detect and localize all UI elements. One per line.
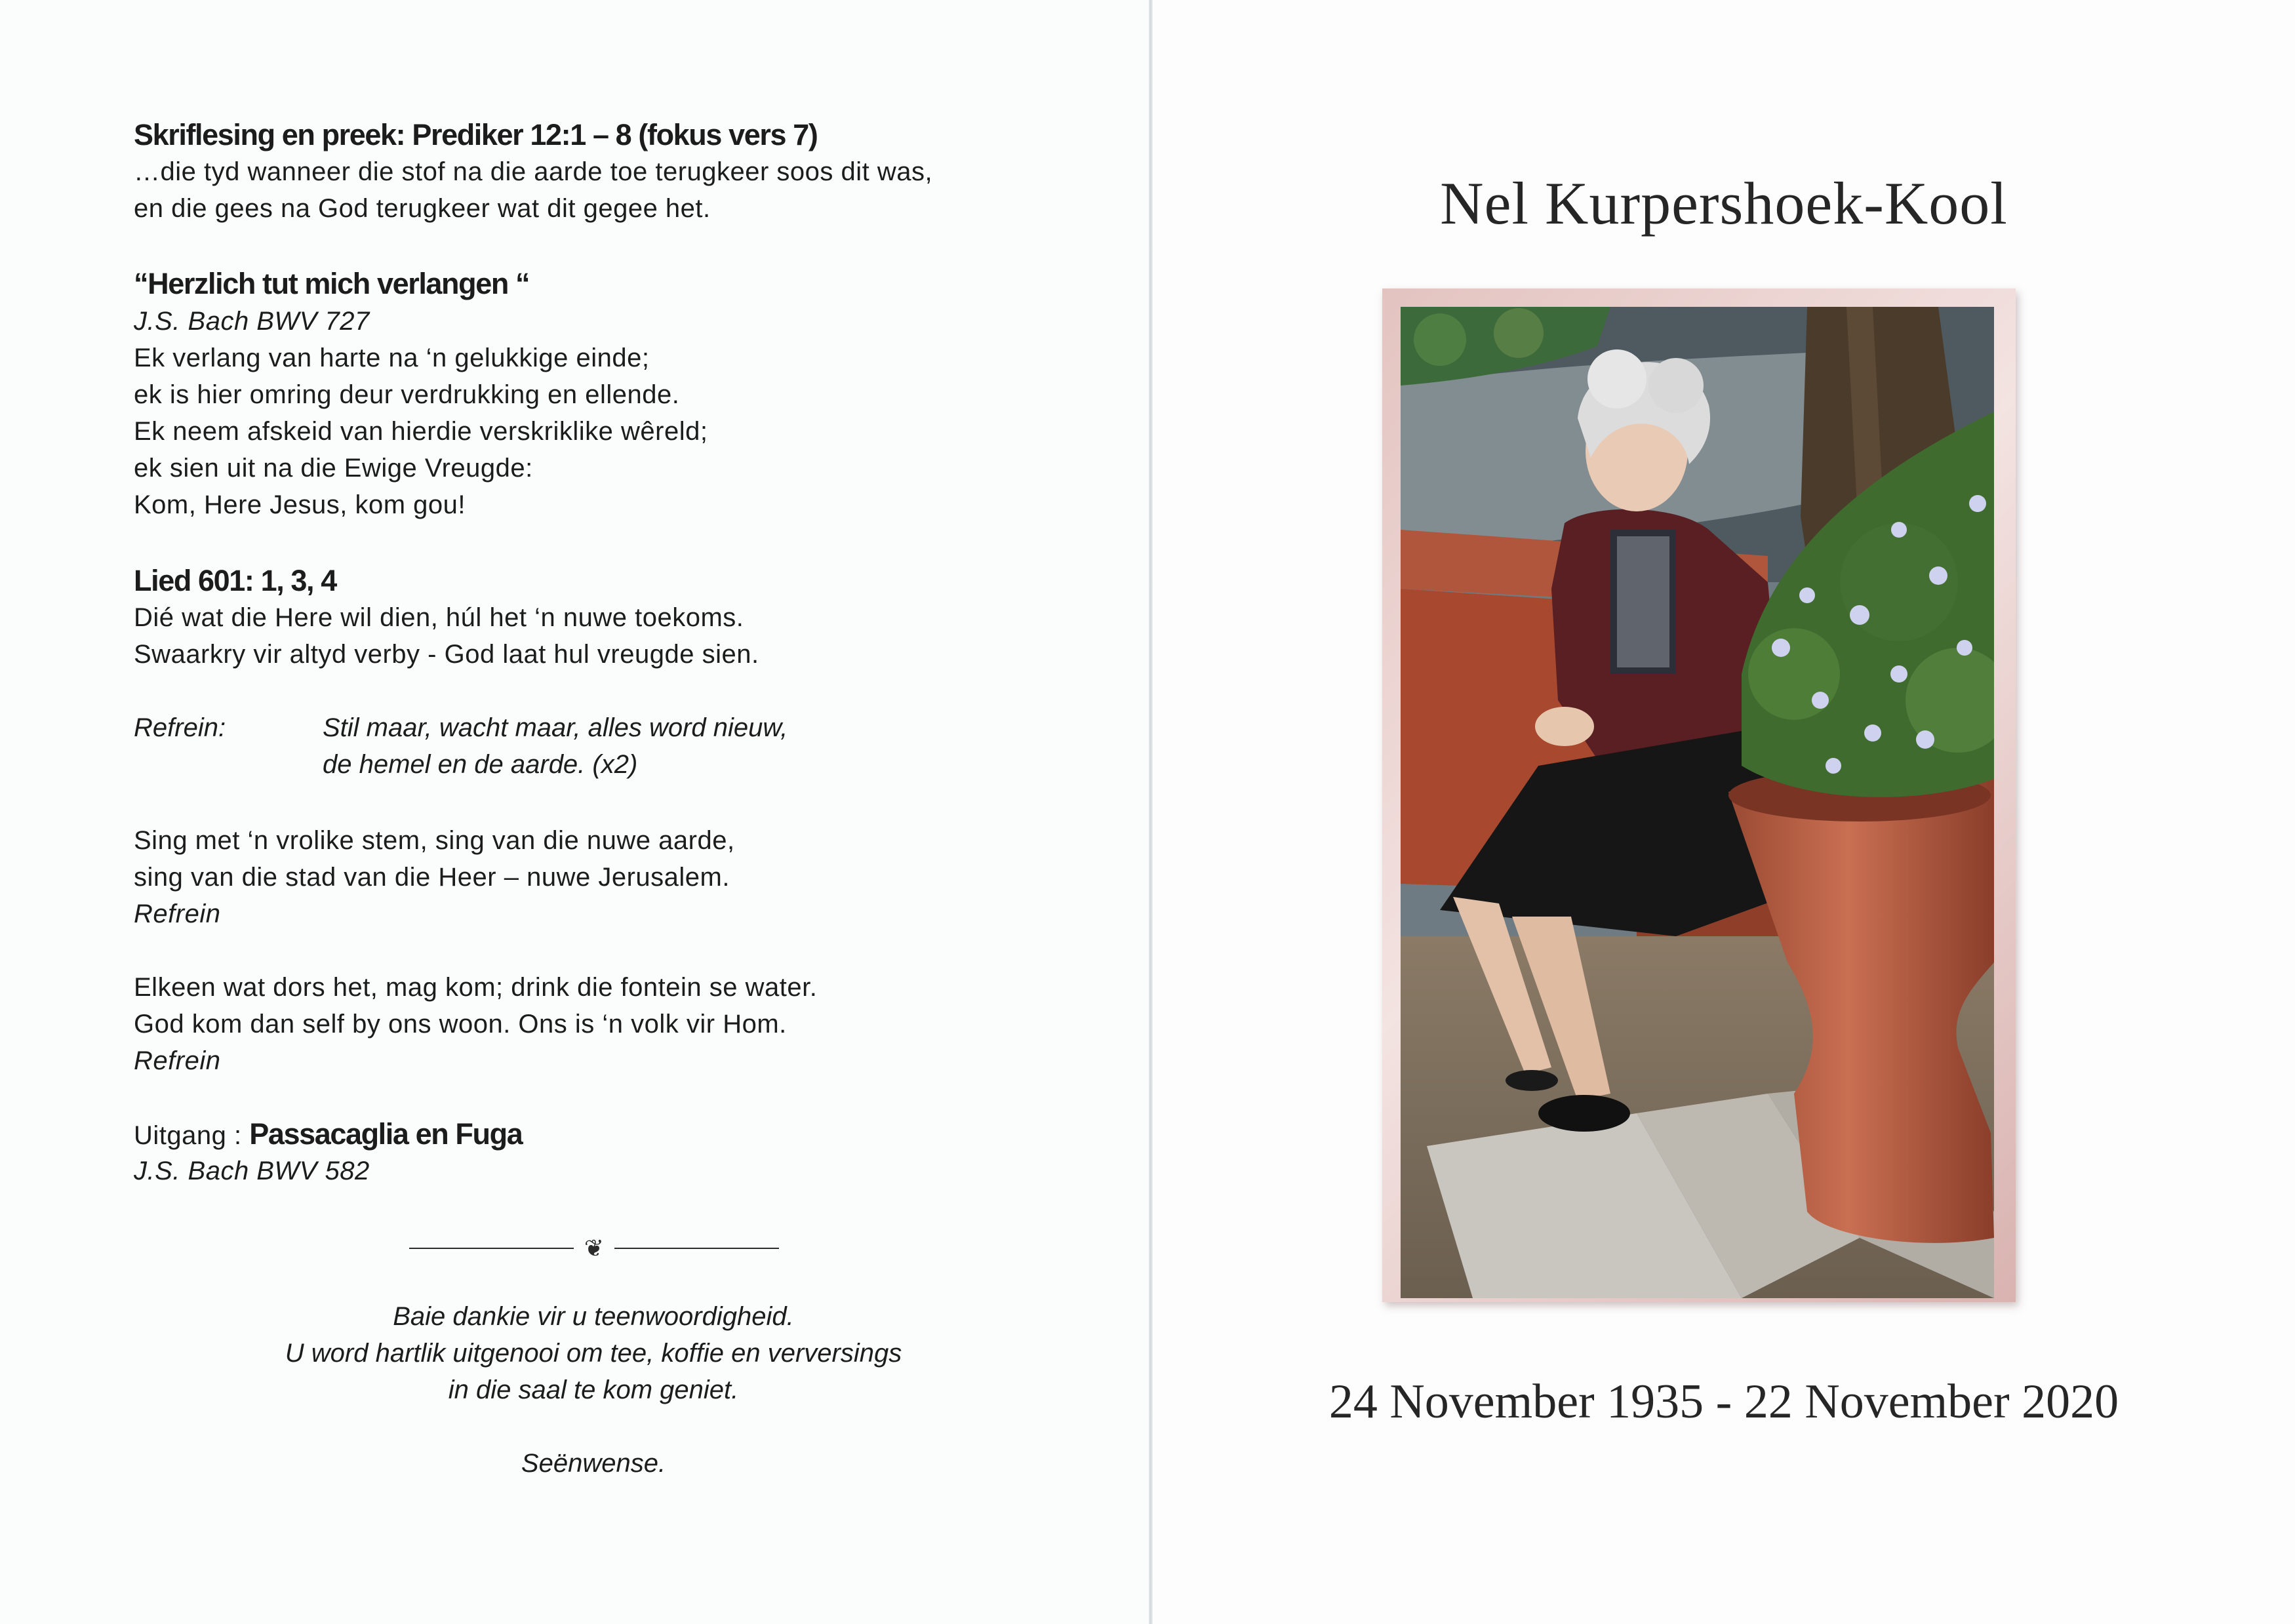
piece-line: Kom, Here Jesus, kom gou! [134, 490, 466, 519]
piece-line: ek is hier omring deur verdrukking en ellende. [134, 380, 680, 409]
farewell-text: Seënwense. [521, 1449, 666, 1478]
thanks-line: U word hartlik uitgenooi om tee, koffie en verversings [285, 1339, 902, 1368]
verse-line: sing van die stad van die Heer – nuwe Jerusalem. [134, 863, 730, 892]
verse-line: God kom dan self by ons woon. Ons is ‘n volk vir Hom. [134, 1010, 787, 1039]
piece-composer: J.S. Bach BWV 727 [134, 307, 370, 336]
hymn-line: Dié wat die Here wil dien, húl het ‘n nuwe toekoms. [134, 603, 744, 632]
exit-composer: J.S. Bach BWV 582 [134, 1157, 370, 1185]
piece-line: Ek neem afskeid van hierdie verskriklike wêreld; [134, 417, 708, 446]
refrain-line: Stil maar, wacht maar, alles word nieuw, [323, 713, 788, 742]
hymn-heading: Lied 601: 1, 3, 4 [134, 564, 336, 597]
life-dates: 24 November 1935 - 22 November 2020 [1328, 1375, 2119, 1429]
fleuron-ornament-icon: ❦ [584, 1235, 605, 1261]
divider-rule [614, 1248, 779, 1249]
ornament-divider [409, 1234, 779, 1263]
thanks-line: in die saal te kom geniet. [448, 1376, 739, 1404]
exit-title: Passacaglia en Fuga [249, 1117, 523, 1151]
verse-refrain: Refrein [134, 900, 221, 928]
exit-prefix: Uitgang : [134, 1121, 250, 1150]
reading-line: en die gees na God terugkeer wat dit gegee het. [134, 194, 711, 223]
piece-heading: “Herzlich tut mich verlangen “ [134, 267, 530, 300]
divider-rule [409, 1248, 574, 1249]
piece-line: ek sien uit na die Ewige Vreugde: [134, 454, 533, 483]
verse-refrain: Refrein [134, 1046, 221, 1075]
reading-heading: Skriflesing en preek: Prediker 12:1 – 8 (fokus vers 7) [134, 118, 818, 151]
verse-line: Elkeen wat dors het, mag kom; drink die fontein se water. [134, 973, 818, 1002]
reading-line: …die tyd wanneer die stof na die aarde toe terugkeer soos dit was, [134, 157, 933, 186]
refrain-line: de hemel en de aarde. (x2) [323, 750, 638, 779]
verse-line: Sing met ‘n vrolike stem, sing van die nuwe aarde, [134, 826, 735, 855]
hymn-line: Swaarkry vir altyd verby - God laat hul vreugde sien. [134, 640, 759, 669]
piece-line: Ek verlang van harte na ‘n gelukkige einde; [134, 344, 650, 372]
portrait-photo [1401, 307, 1994, 1298]
refrain-label: Refrein: [134, 713, 226, 742]
thanks-line: Baie dankie vir u teenwoordigheid. [393, 1302, 794, 1331]
deceased-name: Nel Kurpershoek-Kool [1440, 170, 2008, 237]
